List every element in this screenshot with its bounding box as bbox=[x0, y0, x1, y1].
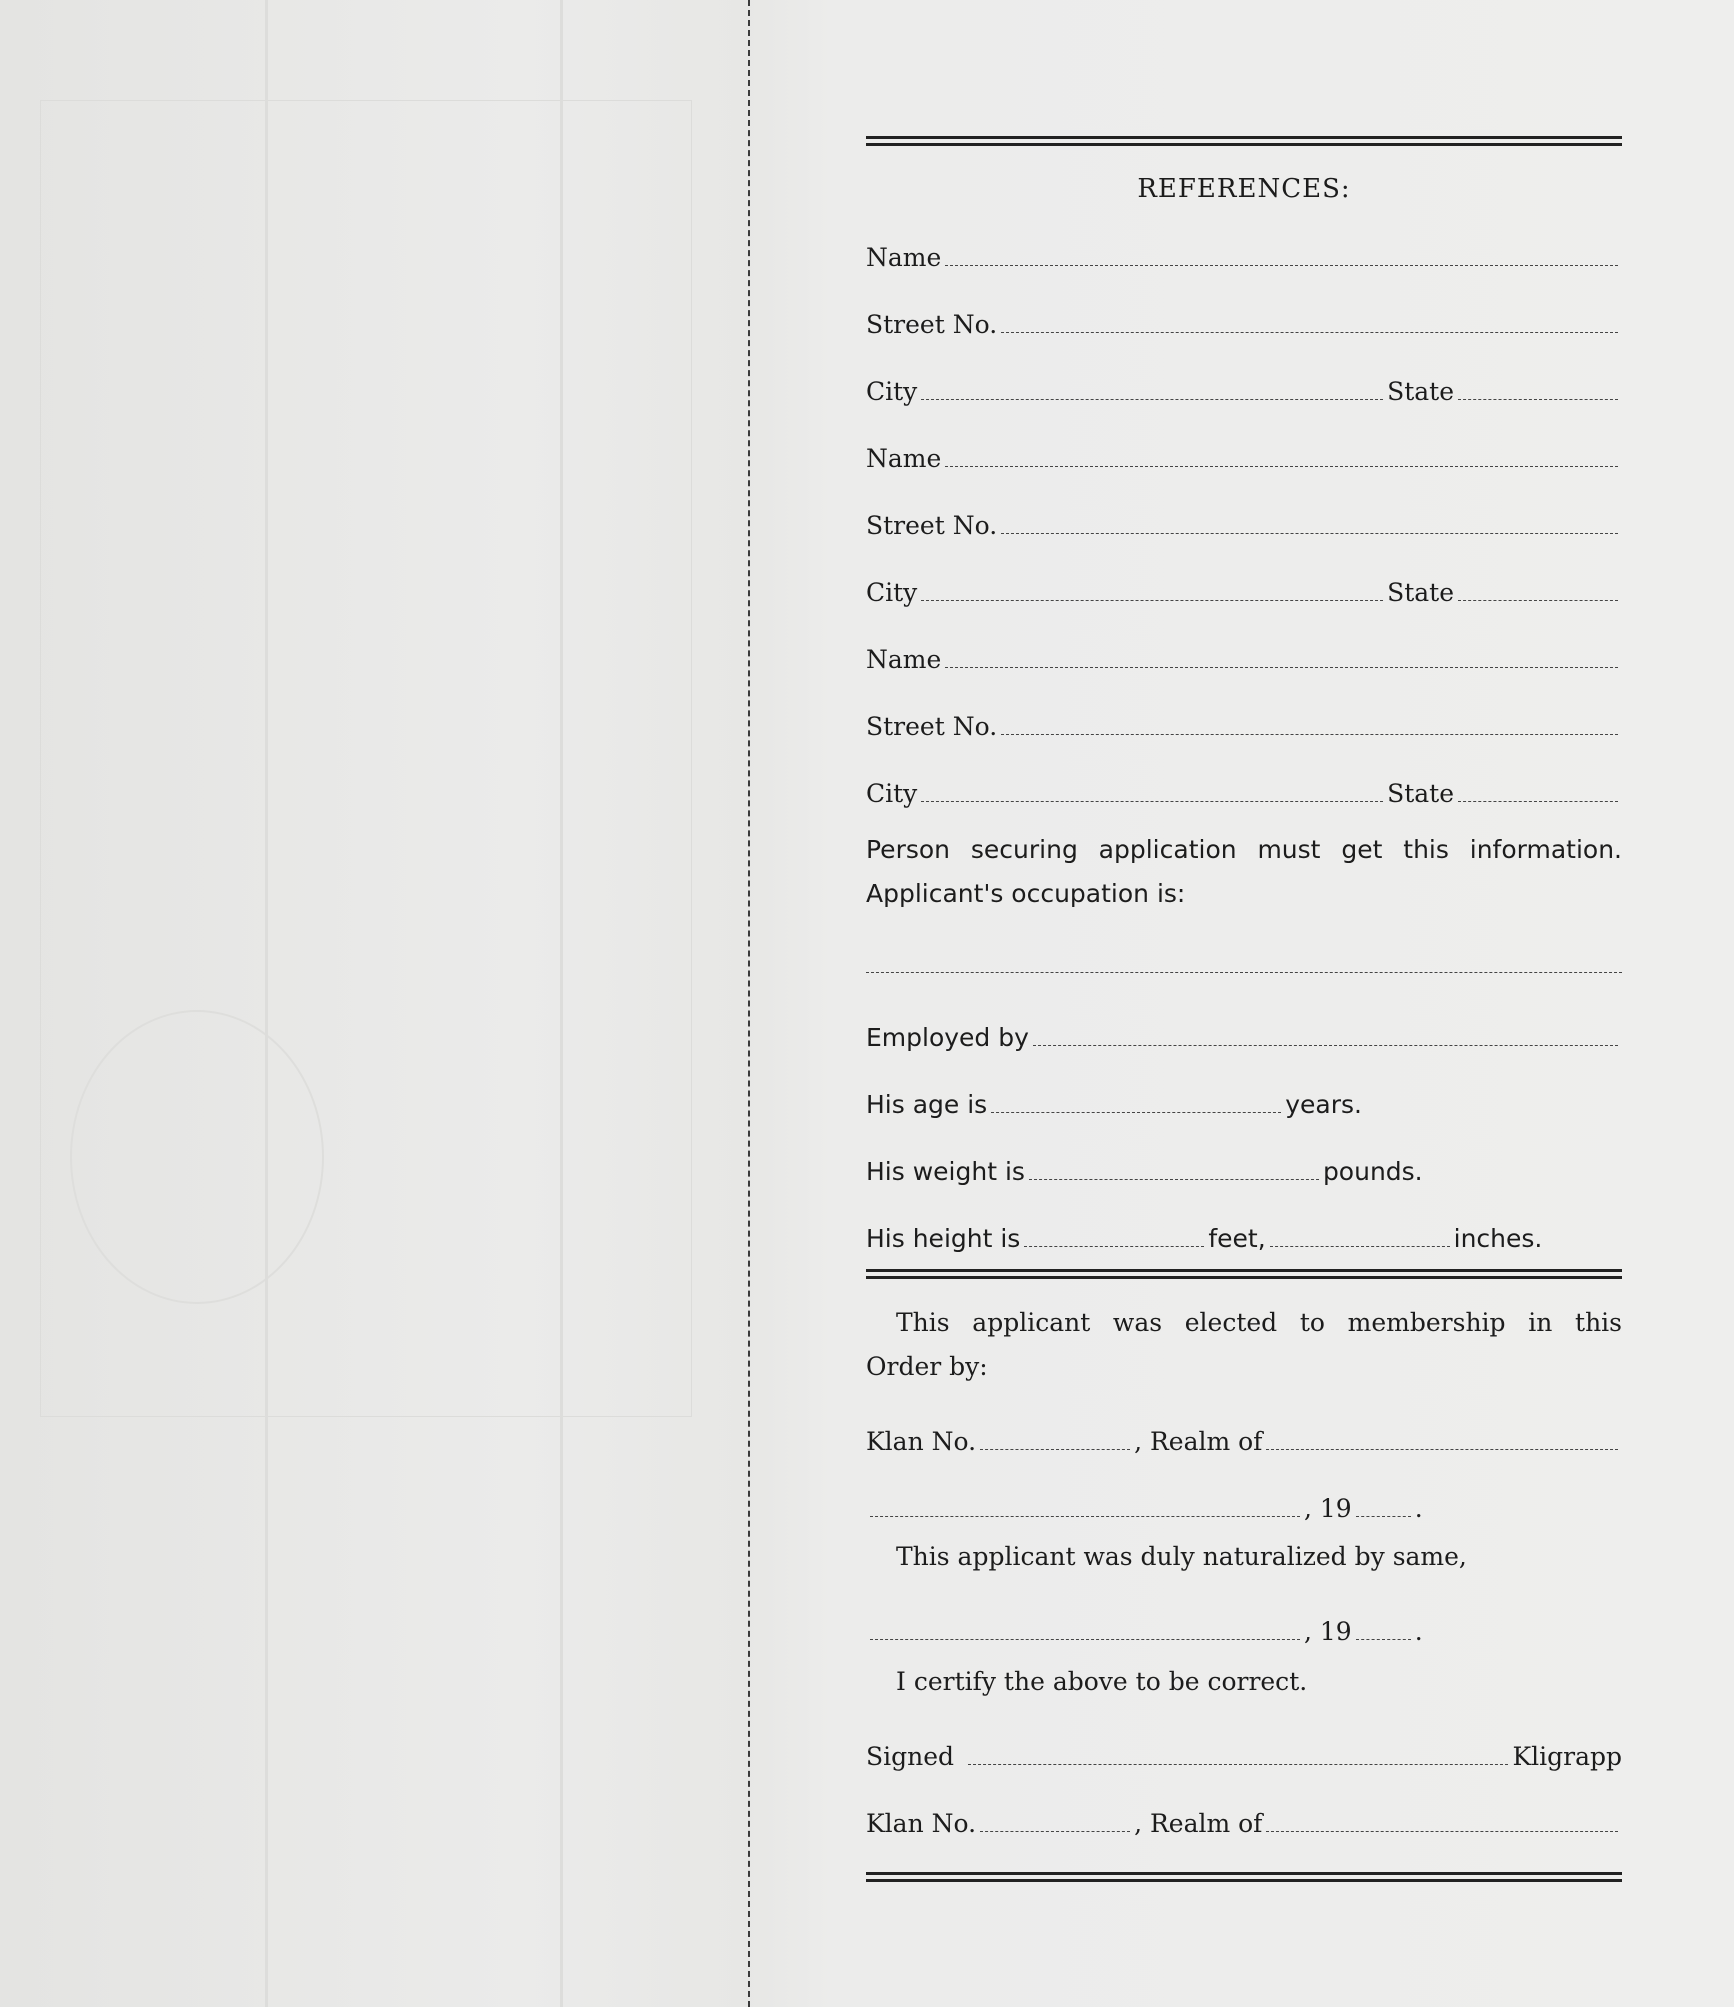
instruction-text: Person securing application must get this information. bbox=[866, 835, 1622, 864]
naturalized-year-field[interactable] bbox=[1356, 1639, 1411, 1640]
feet-unit: feet, bbox=[1208, 1224, 1266, 1253]
reference-1-street-row bbox=[866, 272, 1622, 339]
signed-label: Signed bbox=[866, 1742, 955, 1771]
signed-row bbox=[866, 1704, 1622, 1771]
age-row bbox=[866, 1052, 1622, 1119]
realm-label: , Realm of bbox=[1134, 1427, 1263, 1456]
name-field[interactable] bbox=[945, 466, 1618, 467]
klan-label: Klan No. bbox=[866, 1809, 977, 1838]
top-double-rule bbox=[866, 136, 1622, 146]
elected-text: This applicant was elected to membership in this bbox=[896, 1308, 1622, 1337]
weight-unit: pounds. bbox=[1322, 1157, 1423, 1186]
election-date-row bbox=[866, 1456, 1622, 1523]
klan-realm-row-1 bbox=[866, 1389, 1622, 1456]
city-field[interactable] bbox=[921, 801, 1383, 802]
age-unit: years. bbox=[1285, 1090, 1362, 1119]
paper-crease bbox=[265, 0, 268, 2007]
naturalized-date-row bbox=[866, 1579, 1622, 1646]
reference-1-name-row bbox=[866, 222, 1622, 272]
realm-field[interactable] bbox=[1266, 1449, 1618, 1450]
height-row bbox=[866, 1186, 1622, 1253]
name-label: Name bbox=[866, 243, 942, 272]
realm-label: , Realm of bbox=[1134, 1809, 1263, 1838]
reference-3-street-row bbox=[866, 674, 1622, 741]
street-field[interactable] bbox=[1001, 734, 1618, 735]
certify-text: I certify the above to be correct. bbox=[896, 1667, 1308, 1696]
weight-label: His weight is bbox=[866, 1157, 1025, 1186]
age-field[interactable] bbox=[991, 1112, 1281, 1113]
street-label: Street No. bbox=[866, 511, 998, 540]
state-label: State bbox=[1387, 779, 1454, 808]
klan-realm-row-2 bbox=[866, 1771, 1622, 1838]
year-prefix: , 19 bbox=[1304, 1494, 1352, 1523]
state-label: State bbox=[1387, 377, 1454, 406]
naturalized-text: This applicant was duly naturalized by same, bbox=[896, 1542, 1467, 1571]
city-label: City bbox=[866, 779, 918, 808]
street-field[interactable] bbox=[1001, 332, 1618, 333]
middle-double-rule bbox=[866, 1269, 1622, 1279]
fold-line bbox=[748, 0, 750, 2007]
naturalized-date-field[interactable] bbox=[870, 1639, 1300, 1640]
klan-number-field[interactable] bbox=[980, 1831, 1130, 1832]
reference-2-name-row bbox=[866, 406, 1622, 473]
order-by-text: Order by: bbox=[866, 1352, 988, 1381]
reference-2-city-row bbox=[866, 540, 1622, 607]
period: . bbox=[1414, 1494, 1423, 1523]
klan-label: Klan No. bbox=[866, 1427, 977, 1456]
street-label: Street No. bbox=[866, 712, 998, 741]
reference-1-city-row bbox=[866, 339, 1622, 406]
blank-back-panel bbox=[0, 0, 748, 2007]
state-field[interactable] bbox=[1458, 801, 1618, 802]
employed-field[interactable] bbox=[1033, 1045, 1618, 1046]
name-label: Name bbox=[866, 645, 942, 674]
year-prefix: , 19 bbox=[1304, 1617, 1352, 1646]
klan-number-field[interactable] bbox=[980, 1449, 1130, 1450]
inches-field[interactable] bbox=[1270, 1246, 1450, 1247]
references-form bbox=[866, 136, 1622, 1882]
height-label: His height is bbox=[866, 1224, 1021, 1253]
street-field[interactable] bbox=[1001, 533, 1618, 534]
period: . bbox=[1414, 1617, 1423, 1646]
name-field[interactable] bbox=[945, 667, 1618, 668]
city-label: City bbox=[866, 578, 918, 607]
city-field[interactable] bbox=[921, 399, 1383, 400]
weight-row bbox=[866, 1119, 1622, 1186]
age-label: His age is bbox=[866, 1090, 988, 1119]
paper-crease bbox=[560, 0, 563, 2007]
employed-label: Employed by bbox=[866, 1023, 1029, 1052]
occupation-field[interactable] bbox=[866, 916, 1622, 973]
city-field[interactable] bbox=[921, 600, 1383, 601]
name-label: Name bbox=[866, 444, 942, 473]
state-field[interactable] bbox=[1458, 399, 1618, 400]
state-field[interactable] bbox=[1458, 600, 1618, 601]
feet-field[interactable] bbox=[1024, 1246, 1204, 1247]
realm-field[interactable] bbox=[1266, 1831, 1618, 1832]
reference-3-city-row bbox=[866, 741, 1622, 808]
state-label: State bbox=[1387, 578, 1454, 607]
weight-field[interactable] bbox=[1029, 1179, 1319, 1180]
reference-3-name-row bbox=[866, 607, 1622, 674]
signature-field[interactable] bbox=[968, 1764, 1508, 1765]
inches-unit: inches. bbox=[1453, 1224, 1543, 1253]
occupation-label: Applicant's occupation is: bbox=[866, 879, 1186, 908]
employed-row bbox=[866, 985, 1622, 1052]
bleed-through-seal bbox=[70, 1010, 324, 1304]
bottom-double-rule bbox=[866, 1872, 1622, 1882]
election-year-field[interactable] bbox=[1356, 1516, 1411, 1517]
city-label: City bbox=[866, 377, 918, 406]
reference-2-street-row bbox=[866, 473, 1622, 540]
name-field[interactable] bbox=[945, 265, 1618, 266]
street-label: Street No. bbox=[866, 310, 998, 339]
references-heading: REFERENCES: bbox=[1137, 174, 1351, 204]
election-date-field[interactable] bbox=[870, 1516, 1300, 1517]
kligrapp-label: Kligrapp bbox=[1512, 1742, 1622, 1771]
